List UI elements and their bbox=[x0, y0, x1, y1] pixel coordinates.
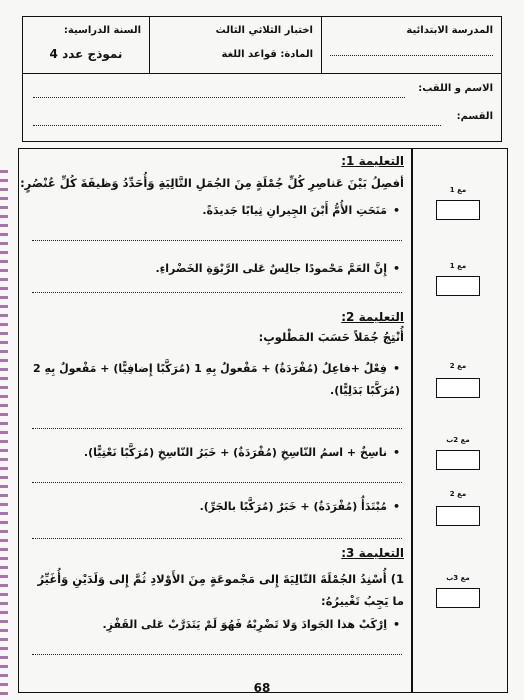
exercise-2-item-1-text: فِعْلٌ +فاعِلٌ (مُفْرَدَةٌ) + مَفْعولٌ بِهِ 1 (مُرَكَّبًا إِضافِيًّا) + مَفْعولٌ بِهِ 2 bbox=[32, 362, 387, 375]
mark-box[interactable] bbox=[436, 276, 480, 296]
name-dotted-line bbox=[33, 97, 405, 98]
model-label: نموذج عدد 4 bbox=[49, 47, 123, 61]
exercise-1-instruction: أفصِلُ بَيْنَ عَناصِرِ كُلِّ جُمْلَةٍ مِنَ الجُمَلِ التَّالِيَةِ وَأُحَدِّدُ وَظيفَةَ كُلِّ عُنْصُرٍ: bbox=[20, 176, 404, 190]
spiral-binding bbox=[0, 170, 8, 700]
mark-label: مع 3ب bbox=[446, 574, 470, 582]
mark-label: مع 1 bbox=[449, 262, 467, 270]
class-label: القسم: bbox=[456, 111, 493, 122]
exercise-1-title: التعليمة 1: bbox=[341, 154, 404, 168]
school-dotted-line bbox=[330, 55, 493, 56]
mark-box[interactable] bbox=[436, 200, 480, 220]
exercise-1-item-2-text: إِنَّ العَمَّ مَحْمودًا جالِسٌ عَلى الرَّبْوَةِ الخَضْراءِ. bbox=[155, 262, 387, 275]
mark-label: مع 2ب bbox=[446, 436, 470, 444]
answer-line[interactable] bbox=[32, 292, 402, 293]
answer-line[interactable] bbox=[32, 482, 402, 483]
mark-box[interactable] bbox=[436, 506, 480, 526]
mark-label: مع 2 bbox=[449, 362, 467, 370]
exercise-1-item-1-text: مَنَحَتِ الأُمُّ أَبْنَ الجِيرانِ ثِيابًا جَديدَةً. bbox=[202, 204, 387, 217]
exercise-3-title: التعليمة 3: bbox=[341, 546, 404, 560]
bullet: • bbox=[392, 618, 400, 631]
mark-box[interactable] bbox=[436, 588, 480, 608]
answer-line[interactable] bbox=[32, 240, 402, 241]
exercise-3-item-1-text: اِرْكَبْ هذا الجَوادَ وَلا تَضْرِبْهُ فَهُوَ لَمْ يَتَدَرَّبْ عَلى القَفْزِ. bbox=[102, 618, 387, 631]
bullet: • bbox=[392, 500, 400, 513]
mark-label: مع 2 bbox=[449, 490, 467, 498]
exercise-2-item-1-line-2: (مُرَكَّبًا بَدَلِيًّا). bbox=[330, 384, 400, 397]
exercise-2-instruction: أُنْتِجُ جُمَلاً حَسَبَ المَطْلوبِ: bbox=[258, 330, 404, 344]
school-cell bbox=[321, 17, 501, 73]
exercise-3-instruction: 1) أُسْنِدُ الجُمْلَةَ التّالِيَةَ إِلى مَجْموعَةٍ مِنَ الأَوْلادِ ثُمَّ إِلى وَلَدَيْنِ وَأُغَيِّرُ bbox=[37, 572, 404, 586]
exercise-3-item-1 bbox=[102, 618, 400, 631]
header-table bbox=[22, 16, 502, 142]
school-label: المدرسة الابتدائية bbox=[406, 25, 493, 36]
bullet: • bbox=[392, 446, 400, 459]
exercise-2-item-2 bbox=[84, 446, 400, 459]
bullet: • bbox=[392, 262, 400, 275]
exercise-2-item-2-text: ناسِخٌ + اسمُ النّاسِخِ (مُفْرَدَةٌ) + خَبَرُ النّاسِخِ (مُرَكَّبًا نَعْتِيًّا). bbox=[83, 446, 387, 459]
exercise-2-item-1 bbox=[33, 362, 400, 375]
answer-line[interactable] bbox=[32, 654, 402, 655]
exercise-2-item-3-text: مُبْتَدَأٌ (مُفْرَدَةٌ) + خَبَرٌ (مُرَكَّبًا بالجَرِّ). bbox=[199, 500, 387, 513]
exercise-2-title: التعليمة 2: bbox=[341, 310, 404, 324]
exercise-3-instruction-line-2: ما يَجِبُ تَغْييرُهُ: bbox=[321, 594, 404, 608]
bullet: • bbox=[392, 204, 400, 217]
header-top-row bbox=[23, 17, 501, 74]
answer-line[interactable] bbox=[32, 538, 402, 539]
page-number: 68 bbox=[253, 681, 271, 695]
year-cell bbox=[23, 17, 149, 73]
exercise-1-item-2 bbox=[155, 262, 400, 275]
mark-box[interactable] bbox=[436, 378, 480, 398]
mark-box[interactable] bbox=[436, 450, 480, 470]
exercise-frame bbox=[18, 148, 508, 693]
subject-label: المادة: قواعد اللغة bbox=[221, 49, 313, 60]
bullet: • bbox=[392, 362, 400, 375]
exercise-2-item-3 bbox=[200, 500, 400, 513]
exam-cell bbox=[149, 17, 321, 73]
margin-divider bbox=[411, 148, 413, 693]
name-label: الاسم و اللقب: bbox=[418, 83, 493, 94]
mark-label: مع 1 bbox=[449, 186, 467, 194]
answer-line[interactable] bbox=[32, 428, 402, 429]
class-dotted-line bbox=[33, 125, 441, 126]
exam-title: اختبار الثلاثي الثالث bbox=[215, 25, 313, 36]
exercise-1-item-1 bbox=[202, 204, 400, 217]
year-label: السنة الدراسية: bbox=[63, 25, 141, 36]
